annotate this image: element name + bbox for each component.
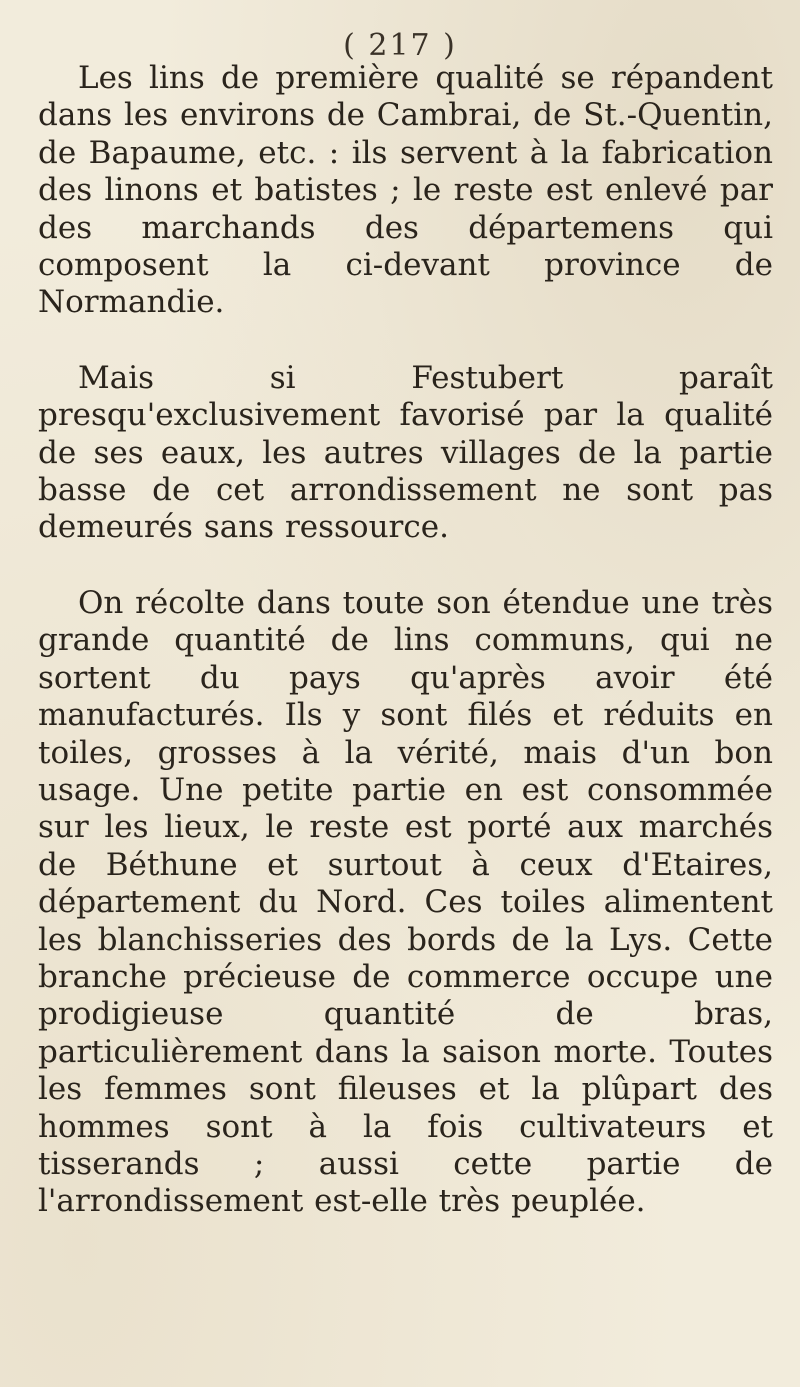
paragraph-linen-quality: Les lins de première qualité se répandent dans les environs de Cambrai, de St.-Quentin, de Bapaume, etc. : ils servent à la fabrication des linons et batistes ; le reste est enlevé par des marchands des départemens qui composent la ci-devant province de Normandie. xyxy=(38,60,773,321)
paragraph-festubert: Mais si Festubert paraît presqu'exclusivement favorisé par la qualité de ses eaux, les autres villages de la partie basse de cet arrondissement ne sont pas demeurés sans ressource. xyxy=(38,359,773,546)
paragraph-common-linen: On récolte dans toute son étendue une très grande quantité de lins communs, qui ne sortent du pays qu'après avoir été manufacturés. Ils y sont filés et réduits en toiles, grosses à la vérité, mais d'un bon usage. Une petite partie en est consommée sur les lieux, le reste est porté aux marchés de Béthune et surtout à ceux d'Etaires, département du Nord. Ces toiles alimentent les blanchisseries des bords de la Lys. Cette branche précieuse de commerce occupe une prodigieuse quantité de bras, particulièrement dans la saison morte. Toutes les femmes sont fileuses et la plûpart des hommes sont à la fois cultivateurs et tisserands ; aussi cette partie de l'arrondissement est-elle très peuplée. xyxy=(38,584,773,1220)
page-number: ( 217 ) xyxy=(343,28,457,63)
page-body xyxy=(38,60,773,1221)
